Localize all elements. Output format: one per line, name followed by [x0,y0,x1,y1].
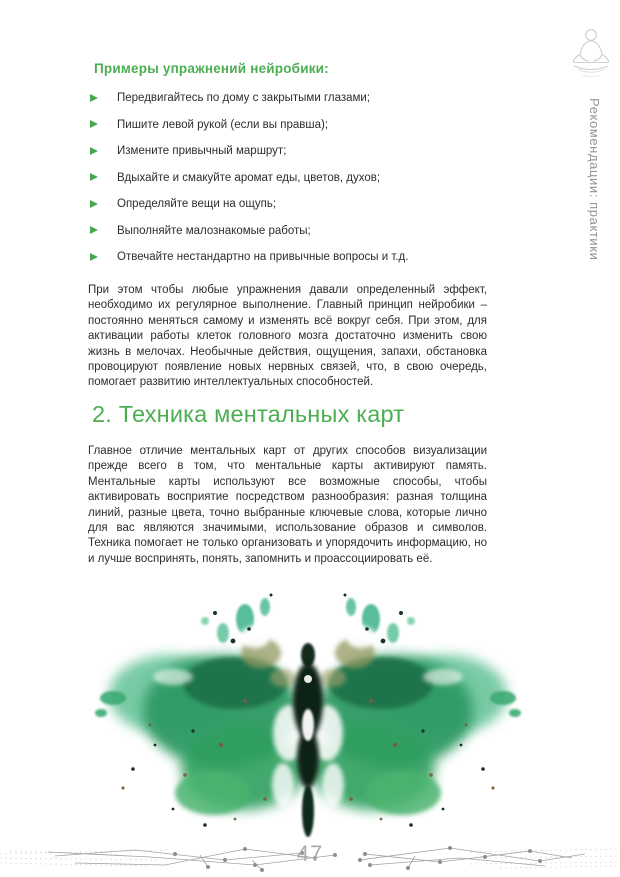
inkblot-image [93,583,523,838]
list-item [90,251,490,263]
list-item-label: Определяйте вещи на ощупь; [117,198,277,210]
list-item [90,172,490,184]
list-item-label: Передвигайтесь по дому с закрытыми глазами; [117,92,371,104]
list-item [90,145,490,157]
bullet-triangle-icon [90,226,98,234]
list-item [90,198,490,210]
list-item-label: Вдыхайте и смакуйте аромат еды, цветов, духов; [117,171,381,184]
list-item-label: Выполняйте малознакомые работы; [117,224,311,237]
list-item [90,225,490,237]
exercise-list [90,92,490,278]
list-item [90,92,490,104]
bullet-triangle-icon [90,94,98,102]
bullet-triangle-icon [90,120,98,128]
list-item-label: Отвечайте нестандартно на привычные вопросы и т.д. [117,251,409,263]
mindmaps-paragraph: Главное отличие ментальных карт от других способов визуализации прежде всего в том, что ментальные карты активируют память. Ментальные карты используют все возможные способы, чтобы активировать восприятие посредством разнообразия: разная толщина линий, разные цвета, точно выбранные ключевые слова, которые лично для вас являются значимыми, использование образов и символов. Техника помогает не только организовать и упорядочить информацию, но и лучше воспринять, понять, запомнить и проассоциировать её. [88,445,487,565]
list-item [90,119,490,131]
meditation-person-icon [567,26,615,84]
bullet-triangle-icon [90,200,98,208]
bullet-triangle-icon [90,147,98,155]
bullet-triangle-icon [90,253,98,261]
neurobics-paragraph: При этом чтобы любые упражнения давали определенный эффект, необходимо их регулярное выполнение. Главный принцип нейробики – постоянно меняться самому и изменять всё вокруг себя. При этом, для активации работы клеток головного мозга достаточно изменить свою жизнь в мелочах. Необычные действия, ощущения, запахи, обстановка провоцируют появление новых нервных связей, что, в свою очередь, помогает развитию интеллектуальных способностей. [88,284,487,389]
list-item-label: Измените привычный маршрут; [117,145,287,157]
list-item-label: Пишите левой рукой (если вы правша); [117,118,329,131]
exercises-heading: Примеры упражнений нейробики: [94,61,329,76]
page-number: 47 [296,841,324,866]
bullet-triangle-icon [90,173,98,181]
sidebar-vertical-label: Рекомендации: практики [587,98,602,261]
section-title: 2. Техника ментальных карт [92,401,405,427]
